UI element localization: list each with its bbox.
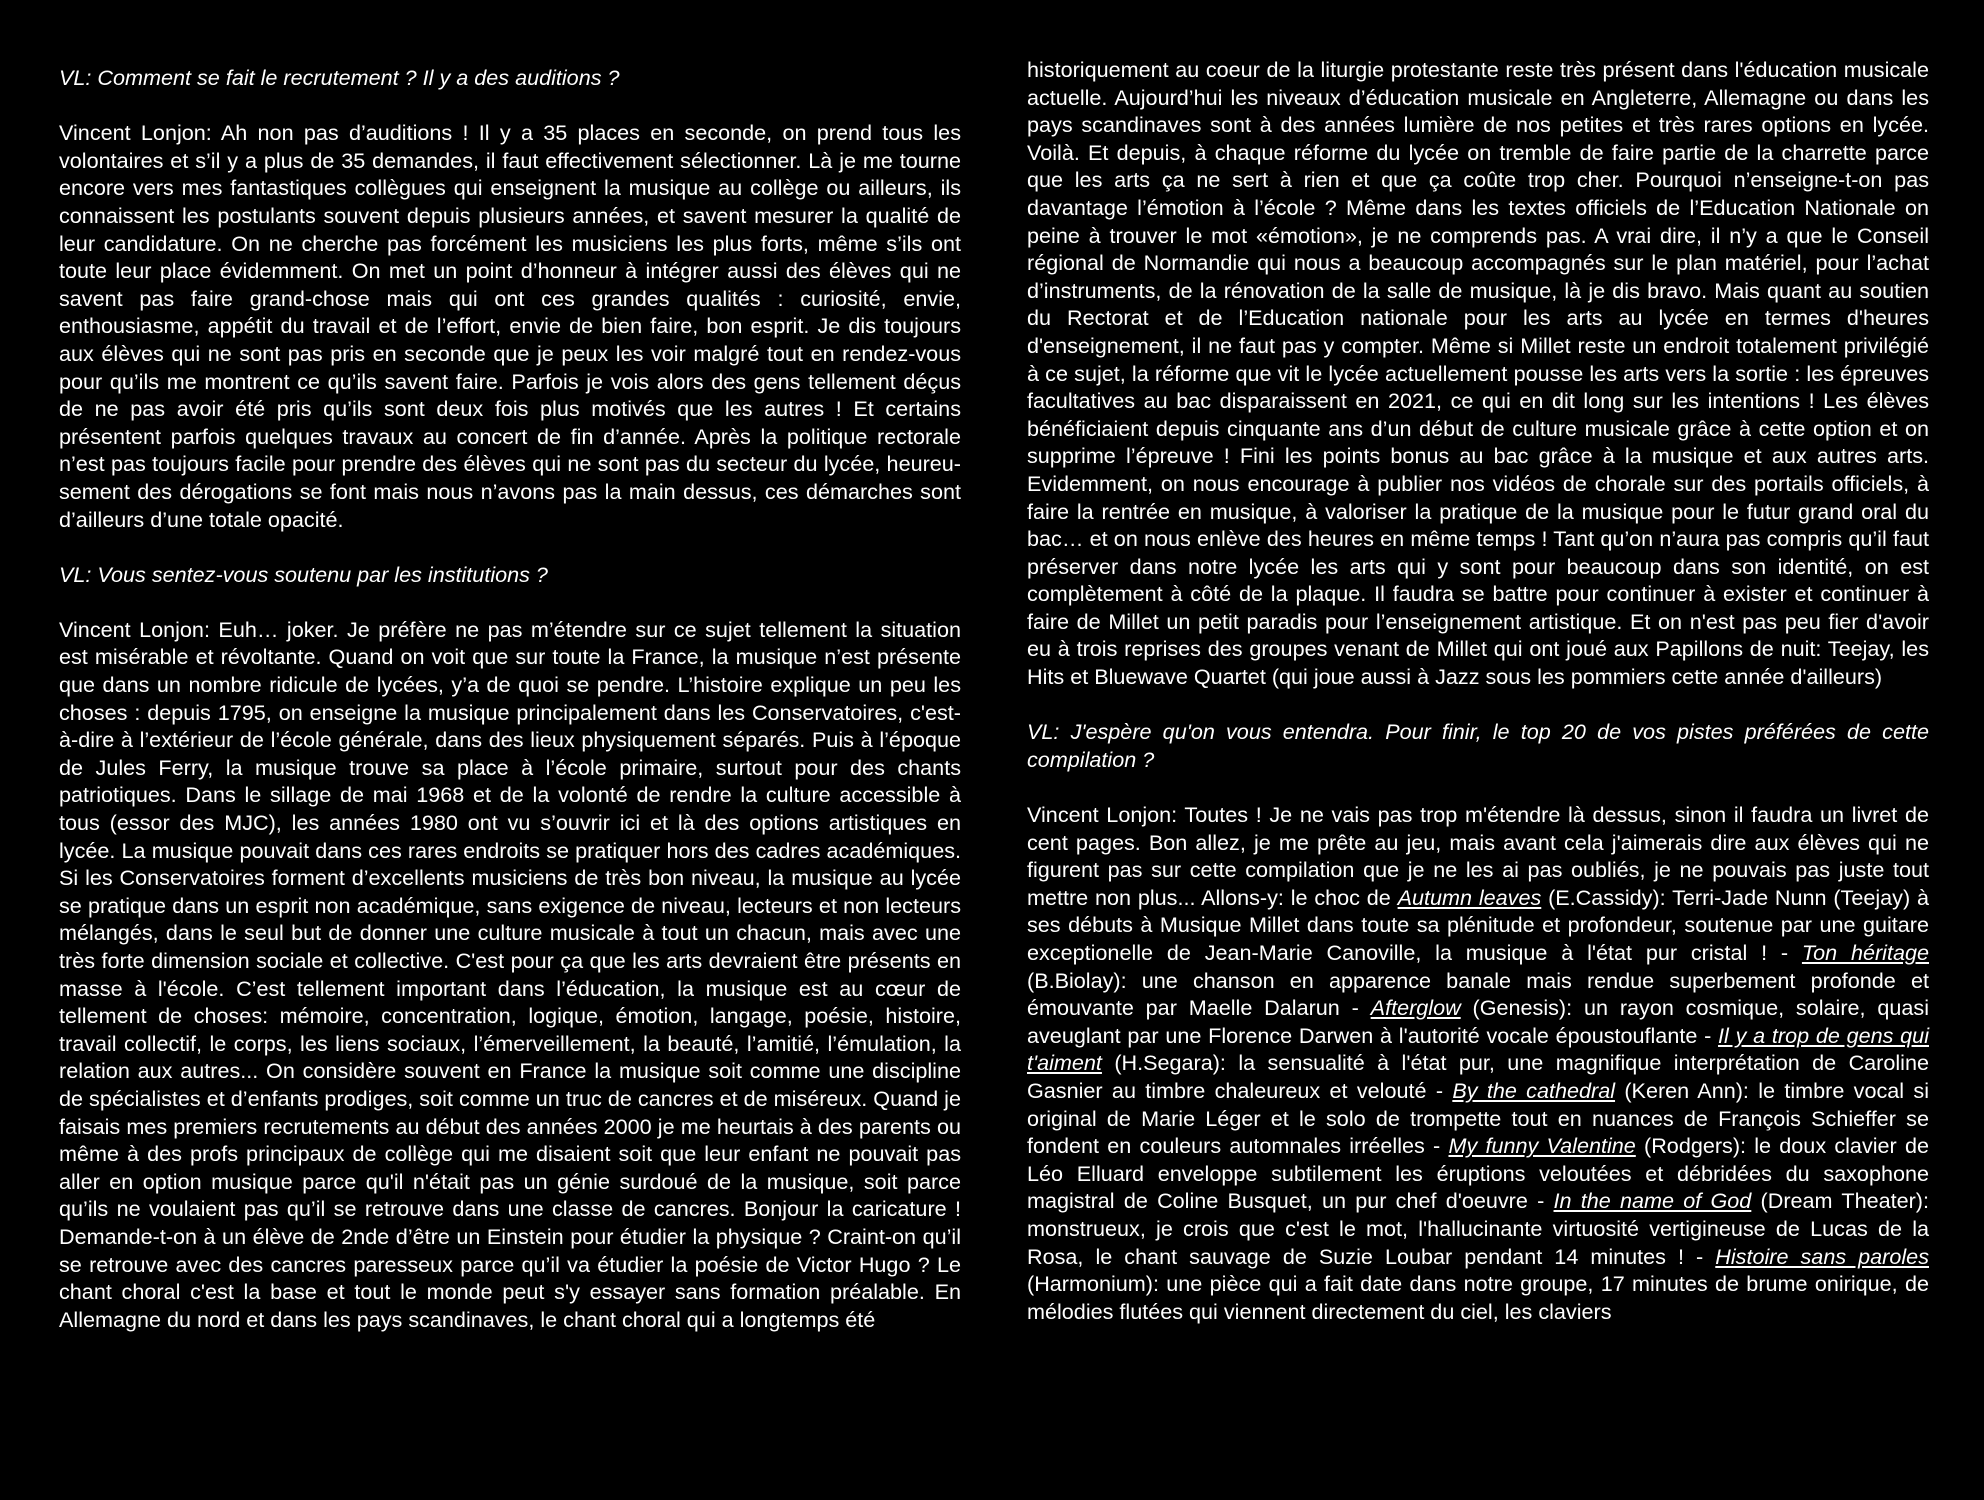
answer-text-segment: Vincent Lonjon: Toutes ! Je ne vais pas trop m'étendre là dessus, sinon il faudra un livret de cent pages. Bon allez, je me prête au jeu, mais avant cela j'aimerais dire aux élèves qui ne figurent pas sur cette compilation que je ne les ai pas oubliés, je ne pouvais pas juste tout mettre non plus... Allons-y: le choc de xyxy=(1027,802,1929,910)
answer-institutions-continued: historiquement au coeur de la liturgie protestante reste très présent dans l'éducation musicale actuelle. Aujourd’hui les niveaux d’éducation musicale en Angleterre, Allemagne ou dans les pays scandinaves sont à des années lumière de nos petites et très rares options en lycée. Voilà. Et depuis, à chaque réforme du lycée on tremble de faire partie de la charrette parce que les arts ça ne sert à rien et que ça coûte trop cher. Pourquoi n’enseigne-t-on pas davantage l’émotion à l’école ? Même dans les textes officiels de l’Education Nationale on peine à trouver le mot «émotion», je ne comprends pas. A vrai dire, il n’y a que le Conseil régional de Normandie qui nous a beaucoup accompagnés sur le plan matériel, pour l’achat d’instruments, de la rénovation de la salle de musique, là je dis bravo. Mais quant au soutien du Rectorat et de l’Education nationale pour les arts au lycée en termes d'heures d'enseignement, il ne faut pas y compter. Même si Millet reste un endroit totalement privilégié à ce sujet, la réforme que vit le lycée actuellement pousse les arts vers la sortie : les épreuves facultatives au bac disparaissent en 2021, ce qui en dit long sur les intentions ! Les élèves bénéficiaient depuis cinquante ans d’un début de culture musicale grâce à cette option et on supprime l’épreuve ! Fini les points bonus au bac grâce à la musique et aux autres arts. Evidemment, on nous encourage à publier nos vidéos de chorale sur des portails officiels, à faire la rentrée en musique, à valoriser la pratique de la musique pour le futur grand oral du bac… et on nous enlève des heures en même temps ! Tant qu’on n’aura pas compris qu’il faut préserver dans notre lycée les arts qui y sont pour beaucoup dans son identité, on est complètement à côté de la plaque. Il faudra se battre pour continuer à exister et continuer à faire de Millet un petit paradis pour l’enseignement artistique. Et on n'est pas peu fier d'avoir eu à trois reprises des groupes venant de Millet qui ont joué aux Papillons de nuit: Teejay, les Hits et Bluewave Quartet (qui joue aussi à Jazz sous les pommiers cette année d'ailleurs) xyxy=(1027,57,1929,690)
question-institutions: VL: Vous sentez-vous soutenu par les institutions ? xyxy=(59,561,548,587)
song-title-ton-heritage: Ton héritage xyxy=(1801,940,1930,965)
answer-text-segment: (Genesis): un rayon cosmique, solaire, quasi aveuglant par une Florence Darwen à l'autorité vocale époustouflante - xyxy=(1027,995,1929,1048)
answer-institutions: Vincent Lonjon: Euh… joker. Je préfère ne pas m’étendre sur ce sujet tellement la situation est misérable et révoltante. Quand on voit que sur toute la France, la musique n’est présente que dans un nombre ridicule de lycées, y’a de quoi se pendre. L’histoire explique un peu les choses : depuis 1795, on enseigne la musique principalement dans les Conservatoires, c'est-à-dire à l’extérieur de l’école générale, dans des lieux physiquement séparés. Puis à l’époque de Jules Ferry, la musique trouve sa place à l’école primaire, surtout pour des chants patriotiques. Dans le sillage de mai 1968 et de la volonté de rendre la culture accessible à tous (essor des MJC), les années 1980 ont vu s’ouvrir ici et là des options artistiques en lycée. La musique pouvait dans ces rares endroits se pratiquer hors des cadres académiques. Si les Conservatoires forment d’excellents musiciens de très bon niveau, la musique au lycée se pratique dans un esprit non académique, sans exigence de niveau, lecteurs et non lecteurs mélangés, dans le seul but de donner une culture musicale à tout un chacun, mais avec une très forte dimension sociale et collective. C'est pour ça que les arts devraient être présents en masse à l'école. C’est tellement important dans l’éducation, la musique est au cœur de tellement de choses: mémoire, concentration, logique, émotion, langage, poésie, histoire, travail collectif, le corps, les liens sociaux, l’émerveillement, la beauté, l’amitié, l’émulation, la relation aux autres... On considère souvent en France la musique soit comme une discipline de spécialistes et d’enfants prodiges, soit comme un truc de cancres et de miséreux. Quand je faisais mes premiers recrutements au début des années 2000 je me heurtais à des parents ou même à des profs principaux de collège qui me disaient soit que leur enfant ne pouvait pas aller en option musique parce qu'il n'était pas un génie surdoué de la musique, soit parce qu’ils ne voulaient pas qu’il se retrouve dans une classe de cancres. Bonjour la caricature ! Demande-t-on à un élève de 2nde d’être un Einstein pour étudier la physique ? Craint-on qu’il se retrouve avec des cancres paresseux parce qu’il va étudier la poésie de Victor Hugo ? Le chant choral c'est la base et tout le monde peut s'y essayer sans formation préalable. En Allemagne du nord et dans les pays scandinaves, le chant choral qui a longtemps été xyxy=(59,616,961,1332)
question-recruitment: VL: Comment se fait le recrutement ? Il y a des auditions ? xyxy=(59,65,620,90)
answer-text-segment: (E.Cassidy): Terri-Jade Nunn (Teejay) à ses débuts à Musique Millet dans toute sa plénitude et profondeur, soutenue par une guitare exceptionelle de Jean-Marie Canoville, la musique à l'état pur cristal ! - xyxy=(1027,884,1929,965)
right-column xyxy=(1027,56,1929,1325)
left-column xyxy=(59,64,961,1333)
song-title-in-the-name-of-god: In the name of God xyxy=(1553,1188,1752,1214)
song-title-afterglow: Afterglow xyxy=(1370,995,1461,1021)
song-title-histoire-sans-paroles: Histoire sans paroles xyxy=(1715,1243,1929,1269)
answer-text-segment: (Dream Theater): monstrueux, je crois que c'est le mot, l'hallucinante virtuosité vertigineuse de Lucas de la Rosa, le chant sauvage de Suzie Loubar pendant 14 minutes ! - xyxy=(1027,1188,1929,1269)
song-title-trop-de-gens: Il y a trop de gens qui t'aiment xyxy=(1027,1022,1929,1076)
answer-text-segment: (H.Segara): la sensualité à l'état pur, une magnifique interprétation de Caroline Gasnier au timbre chaleureux et velouté - xyxy=(1027,1050,1929,1103)
answer-text-segment: (Rodgers): le doux clavier de Léo Elluard enveloppe subtilement les éruptions veloutées et débridées du saxophone magistral de Coline Busquet, un pur chef d'oeuvre - xyxy=(1027,1133,1929,1214)
answer-top-tracks xyxy=(1027,801,1929,1325)
answer-text-segment: (B.Biolay): une chanson en apparence banale mais rendue superbement profonde et émouvante par Maelle Dalarun - xyxy=(1027,967,1929,1021)
answer-text-segment: (Keren Ann): le timbre vocal si original de Marie Léger et le solo de trompette tout en nuances de François Schieffer se fondent en couleurs automnales irréelles - xyxy=(1027,1077,1929,1159)
song-title-by-the-cathedral: By the cathedral xyxy=(1452,1077,1616,1103)
song-title-autumn-leaves: Autumn leaves xyxy=(1397,884,1542,910)
answer-recruitment: Vincent Lonjon: Ah non pas d’auditions ! Il y a 35 places en seconde, on prend tous les volontaires et s’il y a plus de 35 demandes, il faut effectivement sélectionner. Là je me tourne encore vers mes fantastiques collègues qui enseignent la musique au collège ou ailleurs, ils connaissent les postulants souvent depuis plusieurs années, et savent mesurer la qualité de leur candidature. On ne cherche pas forcément les musiciens les plus forts, même s’ils ont toute leur place évidemment. On met un point d’honneur à intégrer aussi des élèves qui ne savent pas faire grand-chose mais qui ont ces grandes qualités : curiosité, envie, enthousiasme, appétit du travail et de l’effort, envie de bien faire, bon esprit. Je dis toujours aux élèves qui ne sont pas pris en seconde que je peux les voir malgré tout en rendez-vous pour qu’ils me montrent ce qu’ils savent faire. Parfois je vois alors des gens tellement déçus de ne pas avoir été pris qu’ils sont deux fois plus motivés que les autres ! Et certains présentent parfois quelques travaux au concert de fin d’année. Après la politique rectorale n’est pas toujours facile pour prendre des élèves qui ne sont pas du secteur du lycée, heureusement des dérogations se font mais nous n’avons pas la main dessus, ces démarches sont d’ailleurs d’une totale opacité. xyxy=(59,120,961,532)
song-title-my-funny-valentine: My funny Valentine xyxy=(1448,1133,1636,1159)
answer-text-segment: (Harmonium): une pièce qui a fait date dans notre groupe, 17 minutes de brume onirique, de mélodies flutées qui viennent directement du ciel, les claviers xyxy=(1027,1271,1929,1324)
question-top-tracks: VL: J'espère qu'on vous entendra. Pour finir, le top 20 de vos pistes préférées de cette compilation ? xyxy=(1027,719,1929,772)
